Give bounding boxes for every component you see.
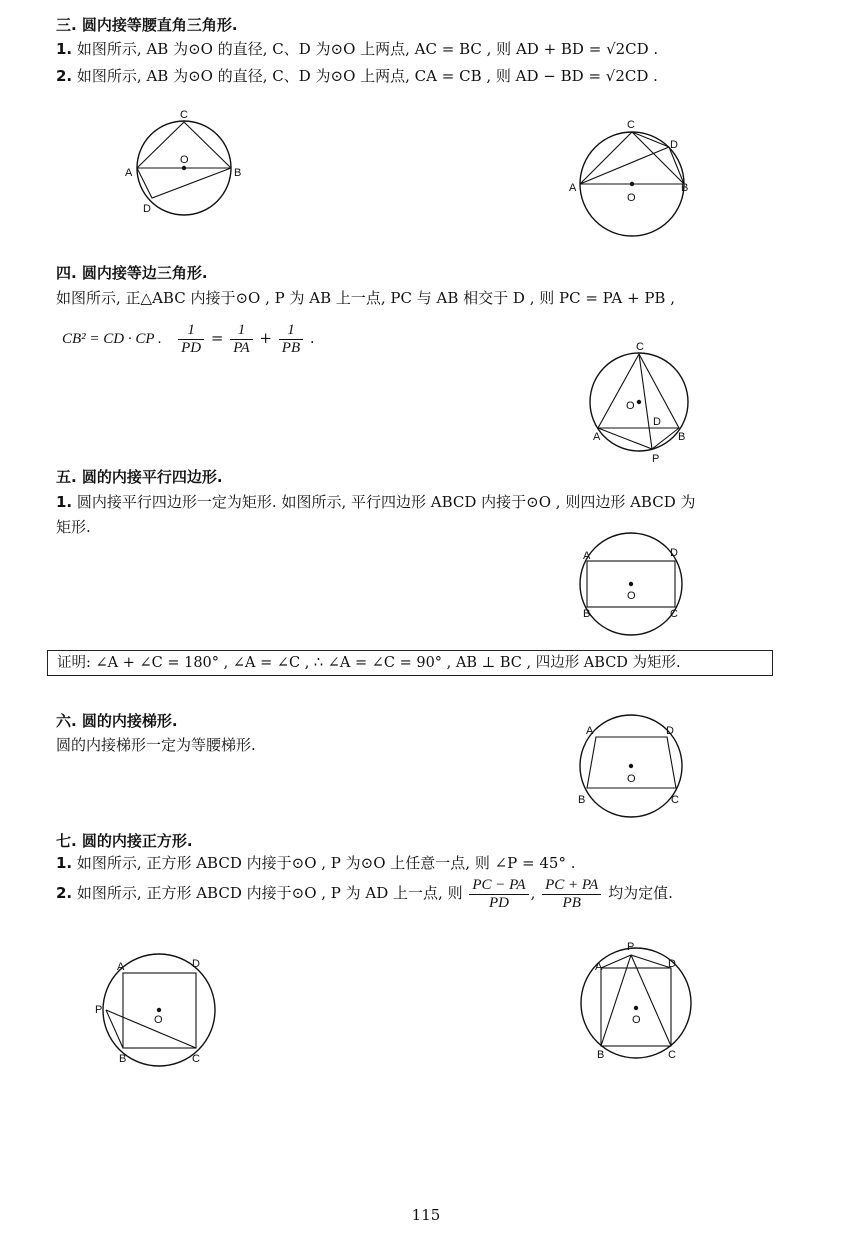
label-a: A [569, 182, 577, 194]
label-o: O [627, 192, 636, 204]
label-b: B [678, 431, 686, 443]
section-4-title: 四. 圆内接等边三角形. [56, 264, 208, 282]
line-pc [631, 955, 671, 1046]
label-o: O [180, 154, 189, 166]
label-c: C [636, 341, 644, 353]
item-number: 2. [56, 884, 73, 902]
label-c: C [627, 119, 635, 131]
plus-sign: + [259, 329, 272, 347]
page-number: 115 [411, 1206, 441, 1224]
section-5-line-2: 矩形. [56, 518, 91, 536]
label-a: A [593, 431, 601, 443]
label-o: O [627, 773, 636, 785]
item-number: 2. [56, 67, 73, 85]
label-a: A [125, 167, 133, 179]
item-text: 如图所示, AB 为⊙O 的直径, C、D 为⊙O 上两点, AC = BC , 则 AD + BD = √2CD . [72, 40, 659, 58]
label-p: P [627, 941, 635, 953]
label-b: B [578, 794, 586, 806]
label-b: B [119, 1053, 127, 1065]
label-c: C [180, 109, 188, 121]
label-a: A [586, 725, 594, 737]
center-dot [634, 1006, 638, 1010]
label-d: D [143, 203, 151, 215]
label-b: B [597, 1049, 605, 1061]
fraction-1-over-pb: $\frac{1}{PB}$ [279, 322, 303, 357]
label-d: D [670, 547, 678, 559]
section-5-title: 五. 圆的内接平行四边形. [56, 468, 223, 486]
label-p: P [652, 453, 660, 465]
label-c: C [671, 794, 679, 806]
label-o: O [154, 1014, 163, 1026]
label-o: O [632, 1014, 641, 1026]
label-c: C [668, 1049, 676, 1061]
section-4-line-1: 如图所示, 正△ABC 内接于⊙O , P 为 AB 上一点, PC 与 AB 相交于 D , 则 PC = PA + PB , [56, 289, 675, 307]
label-d: D [653, 416, 661, 428]
equals-sign: = [210, 329, 224, 347]
label-b: B [234, 167, 242, 179]
proof-box: 证明: ∠A + ∠C = 180° , ∠A = ∠C , ∴ ∠A = ∠C = 90° , AB ⊥ BC , 四边形 ABCD 为矩形. [47, 650, 773, 676]
label-p: P [95, 1004, 103, 1016]
label-b: B [583, 608, 591, 620]
label-c: C [192, 1053, 200, 1065]
label-b: B [681, 182, 689, 194]
label-o: O [627, 590, 636, 602]
item-number: 1. [56, 493, 73, 511]
label-a: A [595, 961, 603, 973]
section-5-line-1: 1. 圆内接平行四边形一定为矩形. 如图所示, 平行四边形 ABCD 内接于⊙O , 则四边形 ABCD 为 [56, 493, 696, 511]
label-o: O [626, 400, 635, 412]
section-7-title: 七. 圆的内接正方形. [56, 832, 193, 850]
label-a: A [117, 961, 125, 973]
item-number: 1. [56, 854, 73, 872]
label-d: D [668, 958, 676, 970]
fraction-1-over-pd: $\frac{1}{PD}$ [178, 322, 204, 357]
fraction-pc-minus-pa-over-pd: $\frac{PC - PA}{PD}$ [469, 877, 528, 912]
line-pb [601, 955, 631, 1046]
section-6-line-1: 圆的内接梯形一定为等腰梯形. [56, 736, 256, 754]
label-d: D [666, 725, 674, 737]
section-6-title: 六. 圆的内接梯形. [56, 712, 178, 730]
section-7-item-2: 2. 如图所示, 正方形 ABCD 内接于⊙O , P 为 AD 上一点, 则 $\frac{PC - PA}{PD}$ , $\frac{PC + PA}{PB}$ 均为定值. [56, 876, 673, 911]
label-d: D [192, 958, 200, 970]
label-a: A [583, 550, 591, 562]
equation-lead: CB² = CD · CP . [62, 331, 162, 347]
fraction-pc-plus-pa-over-pb: $\frac{PC + PA}{PB}$ [542, 877, 601, 912]
label-c: C [670, 608, 678, 620]
fraction-1-over-pa: $\frac{1}{PA}$ [230, 322, 252, 357]
section-4-line-2: CB² = CD · CP . $\frac{1}{PD}$ = $\frac{1}{PA}$ + $\frac{1}{PB}$ . [62, 321, 315, 356]
item-number: 1. [56, 40, 73, 58]
label-d: D [670, 139, 678, 151]
section-3-title: 三. 圆内接等腰直角三角形. [56, 16, 238, 34]
section-7-item-1: 1. 如图所示, 正方形 ABCD 内接于⊙O , P 为⊙O 上任意一点, 则 ∠P = 45° . [56, 854, 576, 872]
item-text: 如图所示, AB 为⊙O 的直径, C、D 为⊙O 上两点, CA = CB , 则 AD − BD = √2CD . [72, 67, 658, 85]
